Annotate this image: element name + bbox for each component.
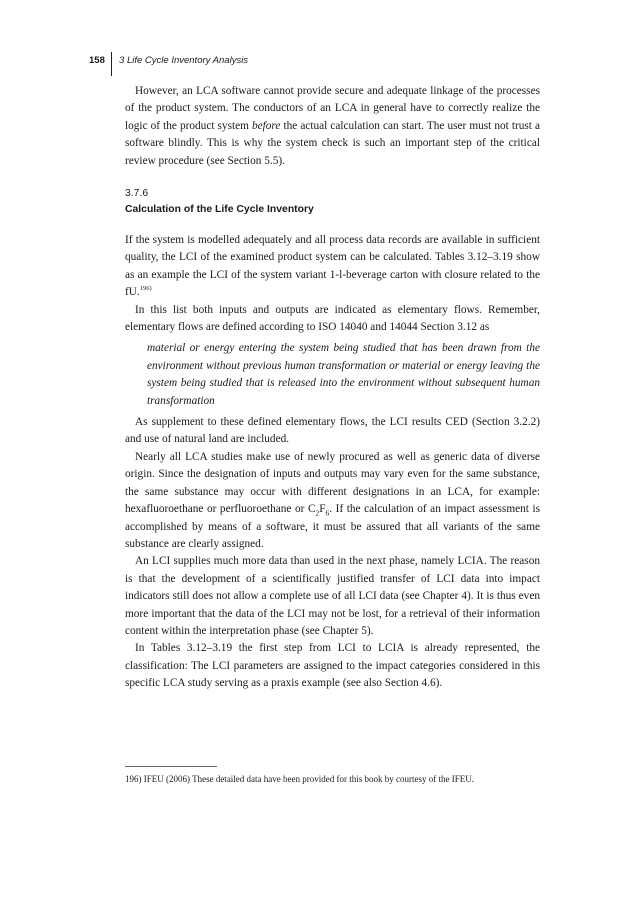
- section-body: [125, 232, 540, 693]
- page-number: 158: [89, 55, 105, 66]
- page-header: [89, 52, 248, 76]
- paragraph-5: An LCI supplies much more data than used in the next phase, namely LCIA. The reason is that the development of a scientifically justified transfer of LCI data into impact indicators still does not allow a complete use of all LCI data (see Chapter 4). It is thus even more important that the data of the LCI may not be lost, for a retrieval of their information content within the interpretation phase (see Chapter 5).: [125, 555, 540, 637]
- paragraph-1: If the system is modelled adequately and all process data records are available in sufficient quality, the LCI of the examined product system can be calculated. Tables 3.12–3.19 show as an example the LCI of the system variant 1-l-beverage carton with closure related to the fU.$^{196)}$: [125, 234, 540, 299]
- iso-definition-quote: material or energy entering the system being studied that has been drawn from the environment without previous human transformation or material or energy leaving the system being studied that is released into the environment without subsequent human transformation: [147, 342, 540, 407]
- chapter-title: 3 Life Cycle Inventory Analysis: [119, 55, 249, 66]
- intro-paragraph-block: [125, 83, 540, 170]
- paragraph-4: Nearly all LCA studies make use of newly procured as well as generic data of diverse origin. Since the designation of inputs and outputs may vary even for the same substance, the same substance may occur with different designations in an LCA, for example: hexafluoroethane or perfluoroethane or $C_2F_6$. If the calculation of an impact assessment is accomplished by means of a software, it must be assured that all variants of the same substance are clearly assigned.: [125, 450, 540, 550]
- emphasis-before: before: [251, 119, 281, 132]
- footnote-divider: [125, 766, 217, 767]
- header-divider: [111, 52, 112, 76]
- paragraph-3: As supplement to these defined elementary flows, the LCI results CED (Section 3.2.2) and use of natural land are included.: [125, 416, 540, 446]
- section-title: Calculation of the Life Cycle Inventory: [125, 204, 314, 215]
- paragraph-2: In this list both inputs and outputs are indicated as elementary flows. Remember, elementary flows are defined according to ISO 14040 and 14044 Section 3.12 as: [125, 303, 540, 334]
- footnote-196: 196) IFEU (2006) These detailed data have been provided for this book by courtesy of the IFEU.: [125, 774, 474, 784]
- section-number: 3.7.6: [125, 188, 149, 199]
- paragraph-6: In Tables 3.12–3.19 the first step from LCI to LCIA is already represented, the classification: The LCI parameters are assigned to the impact categories considered in this specific LCA study serving as a praxis example (see also Section 4.6).: [125, 642, 540, 690]
- intro-paragraph: However, an LCA software cannot provide secure and adequate linkage of the processes of the product system. The conductors of an LCA in general have to correctly realize the logic of the product system before the actual calculation can start. The user must not trust a software blindly. This is why the system check is such an important step of the critical review procedure (see Section 5.5).: [125, 85, 540, 167]
- footnote-ref[interactable]: 196): [139, 285, 152, 293]
